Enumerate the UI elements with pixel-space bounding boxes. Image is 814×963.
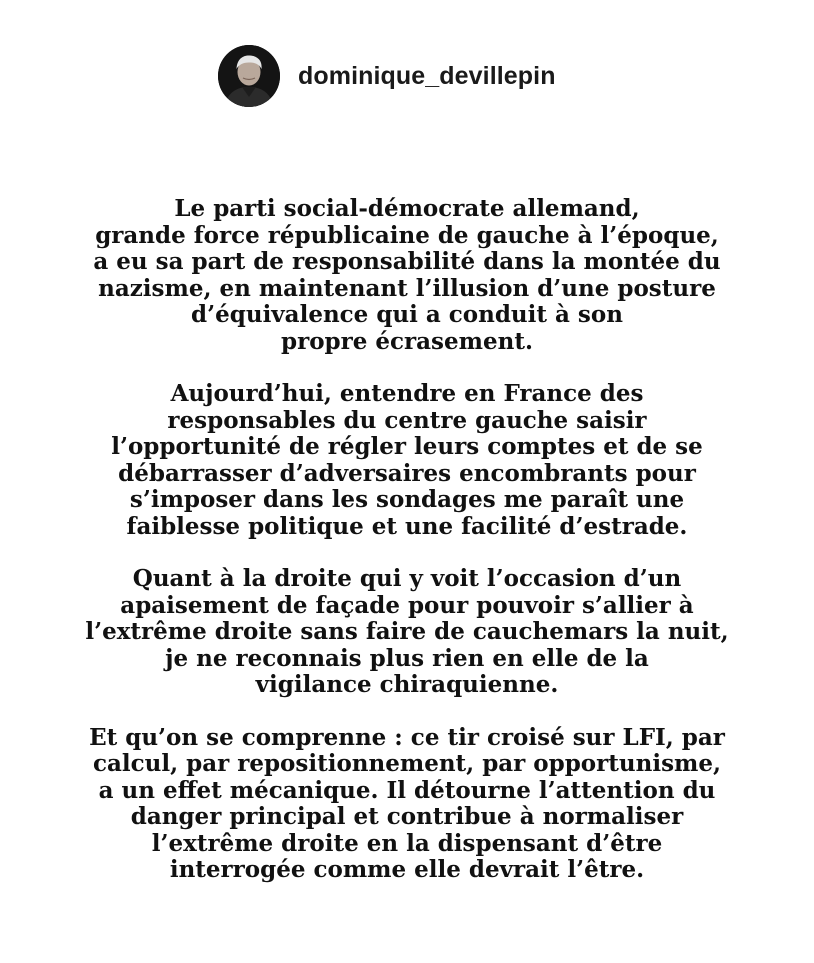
post-line: nazisme, en maintenant l’illusion d’une posture [98, 274, 716, 302]
post-line: calcul, par repositionnement, par opportunisme, [92, 750, 721, 777]
post-line: Quant à la droite qui y voit l’occasion d’un [132, 565, 682, 592]
post-line: a un effet mécanique. Il détourne l’attention du [98, 776, 716, 804]
post-line: grande force républicaine de gauche à l’époque, [95, 221, 719, 249]
post-line: l’opportunité de régler leurs comptes et de se [111, 433, 703, 460]
post-paragraph [0, 381, 814, 540]
post-line: interrogée comme elle devrait l’être. [169, 856, 645, 883]
post-line: propre écrasement. [281, 327, 533, 355]
post-paragraph [0, 725, 814, 884]
person-icon [218, 45, 280, 107]
post-line: Le parti social-démocrate allemand, [174, 195, 640, 222]
post-line: Et qu’on se comprenne : ce tir croisé sur LFI, par [89, 723, 725, 751]
post-paragraph [0, 566, 814, 699]
post-line: l’extrême droite en la dispensant d’être [151, 829, 663, 857]
post-line: je ne reconnais plus rien en elle de la [165, 644, 649, 672]
post-line: faiblesse politique et une facilité d’estrade. [126, 512, 688, 540]
post-line: responsables du centre gauche saisir [167, 406, 647, 434]
post-line: danger principal et contribue à normaliser [130, 803, 684, 830]
profile-header [218, 44, 556, 108]
post-line: débarrasser d’adversaires encombrants pour [118, 459, 696, 487]
post-line: l’extrême droite sans faire de cauchemars la nuit, [85, 618, 729, 645]
username[interactable]: dominique_devillepin [298, 61, 556, 90]
post-line: a eu sa part de responsabilité dans la montée du [93, 248, 721, 275]
post-line: Aujourd’hui, entendre en France des [170, 380, 644, 407]
avatar[interactable] [218, 45, 280, 107]
post-paragraph [0, 196, 814, 355]
post-line: vigilance chiraquienne. [255, 671, 559, 698]
post-line: s’imposer dans les sondages me paraît une [129, 486, 685, 513]
post-line: apaisement de façade pour pouvoir s’allier à [120, 591, 694, 619]
post-line: d’équivalence qui a conduit à son [191, 301, 623, 328]
post-text [0, 196, 814, 910]
